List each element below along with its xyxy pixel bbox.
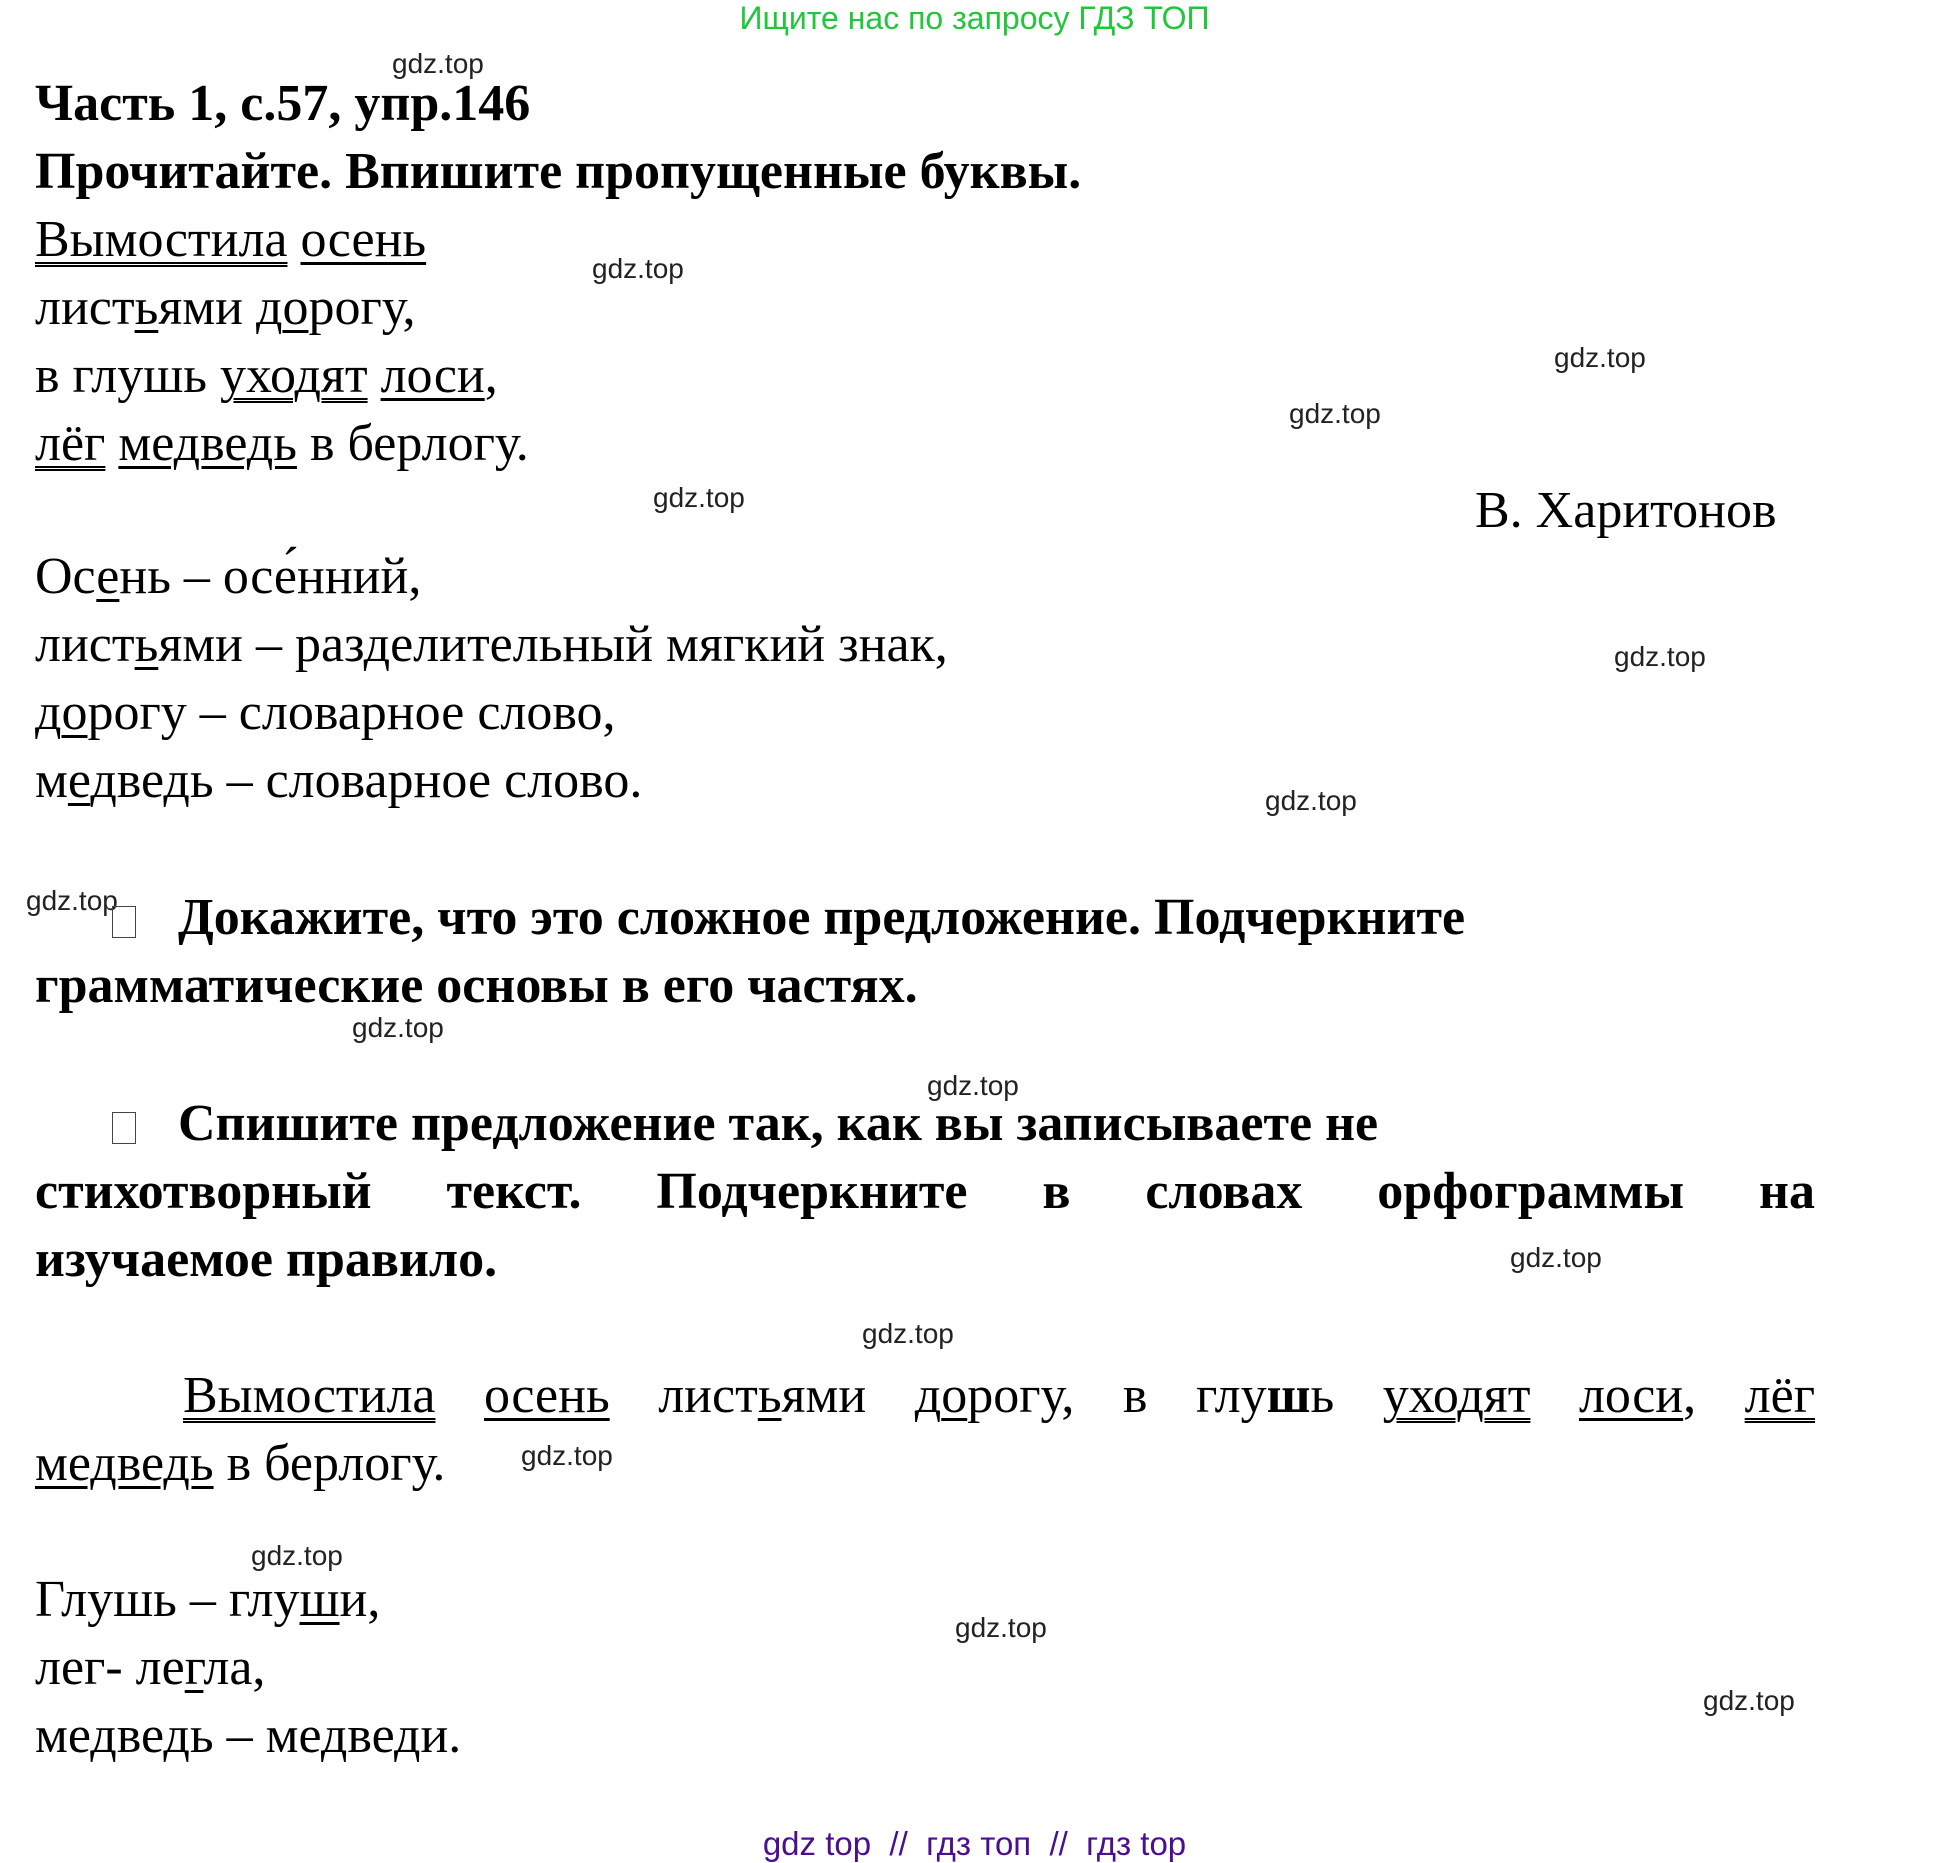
watermark: gdz.top xyxy=(955,1612,1047,1643)
task-2-line-2: грамматические основы в его частях. xyxy=(35,957,918,1014)
explain-line-3 xyxy=(35,679,616,746)
watermark: gdz.top xyxy=(862,1318,954,1349)
space xyxy=(287,211,300,268)
task-3-line-3: изучаемое правило. xyxy=(35,1231,498,1288)
task-3-line-1 xyxy=(112,1090,1378,1157)
subject-word: медведь xyxy=(35,1435,214,1492)
text: рогу, xyxy=(308,279,416,336)
text: в берлогу. xyxy=(213,1435,446,1492)
text: лист xyxy=(35,279,135,336)
orthogram: о xyxy=(282,279,309,336)
text: ями xyxy=(158,279,256,336)
orthogram: ь xyxy=(134,616,159,673)
text: в берлогу. xyxy=(296,415,529,472)
text: нь – осе́нний, xyxy=(119,548,422,605)
task-3-line-2: стихотворный текст. Подчеркните в словах орфограммы на xyxy=(35,1163,1815,1220)
text: д xyxy=(35,684,62,741)
watermark: gdz.top xyxy=(592,253,684,284)
word: в xyxy=(1122,1367,1148,1424)
check-line-3 xyxy=(35,1702,461,1769)
explain-line-2 xyxy=(35,611,948,678)
check-line-1 xyxy=(35,1566,380,1633)
watermark: gdz.top xyxy=(26,885,118,916)
subject-word: осень xyxy=(484,1367,610,1424)
watermark: gdz.top xyxy=(521,1440,613,1471)
text: медведь – медве xyxy=(35,1707,394,1764)
missing-glyph-icon xyxy=(112,1112,136,1144)
text: , xyxy=(484,347,498,404)
text: рогу – словарное слово, xyxy=(87,684,616,741)
text: Глушь – глу xyxy=(35,1571,300,1628)
watermark: gdz.top xyxy=(1510,1242,1602,1273)
space xyxy=(368,347,381,404)
watermark: gdz.top xyxy=(1265,785,1357,816)
text: в глушь xyxy=(35,347,220,404)
watermark: gdz.top xyxy=(1289,398,1381,429)
text: и, xyxy=(339,1571,381,1628)
word: лоси, xyxy=(1578,1367,1697,1424)
watermark: gdz.top xyxy=(1703,1685,1795,1716)
poem-line-2 xyxy=(35,274,416,341)
orthogram: д xyxy=(393,1707,421,1764)
word: листьями xyxy=(658,1367,867,1424)
watermark: gdz.top xyxy=(392,48,484,79)
missing-glyph-icon xyxy=(112,906,136,938)
footer-links[interactable]: gdz top // гдз топ // гдз top xyxy=(762,1825,1187,1862)
prose-line-1 xyxy=(35,1362,1815,1429)
subject-word: осень xyxy=(300,211,427,268)
watermark: gdz.top xyxy=(251,1540,343,1571)
text: ла, xyxy=(203,1639,266,1696)
text: и. xyxy=(420,1707,462,1764)
watermark: gdz.top xyxy=(927,1070,1019,1101)
watermark: gdz.top xyxy=(1554,342,1646,373)
predicate-word: уходят xyxy=(219,347,368,404)
poem-line-3 xyxy=(35,342,498,409)
orthogram: г xyxy=(184,1639,204,1696)
explain-line-1 xyxy=(35,543,421,610)
poem-line-1 xyxy=(35,206,426,273)
subject-word: медведь xyxy=(118,415,297,472)
orthogram: о xyxy=(61,684,88,741)
text: лист xyxy=(35,616,135,673)
text: д xyxy=(255,279,283,336)
orthogram: ш xyxy=(299,1571,340,1628)
word: глушь xyxy=(1195,1367,1335,1424)
text: Ос xyxy=(35,548,97,605)
predicate-word: Вымостила xyxy=(183,1367,436,1424)
check-line-2 xyxy=(35,1634,265,1701)
text: ями – разделительный мягкий знак, xyxy=(158,616,948,673)
poem-author: В. Харитонов xyxy=(1475,482,1777,539)
predicate-word: лёг xyxy=(35,415,106,472)
task-2-line-1 xyxy=(112,884,1465,951)
text: Спишите предложение так, как вы записываете не xyxy=(178,1095,1379,1152)
text: м xyxy=(35,752,68,809)
text: лег- ле xyxy=(35,1639,185,1696)
predicate-word: лёг xyxy=(1744,1367,1816,1424)
watermark: gdz.top xyxy=(352,1012,444,1043)
search-banner: Ищите нас по запросу ГДЗ ТОП xyxy=(739,0,1210,36)
orthogram: е xyxy=(67,752,91,809)
predicate-word: Вымостила xyxy=(35,211,288,268)
subject-word: лоси xyxy=(380,347,485,404)
text: дведь – словарное слово. xyxy=(90,752,643,809)
space xyxy=(105,415,118,472)
orthogram: ь xyxy=(134,279,159,336)
page-title: Часть 1, с.57, упр.146 xyxy=(35,75,531,132)
predicate-word: уходят xyxy=(1382,1367,1531,1424)
task-instruction: Прочитайте. Впишите пропущенные буквы. xyxy=(35,143,1082,200)
watermark: gdz.top xyxy=(1614,641,1706,672)
orthogram: е xyxy=(96,548,120,605)
poem-line-4 xyxy=(35,410,529,477)
watermark: gdz.top xyxy=(653,482,745,513)
prose-line-2 xyxy=(35,1430,445,1497)
word: дорогу, xyxy=(914,1367,1075,1424)
text: Докажите, что это сложное предложение. Подчеркните xyxy=(178,889,1466,946)
explain-line-4 xyxy=(35,747,642,814)
